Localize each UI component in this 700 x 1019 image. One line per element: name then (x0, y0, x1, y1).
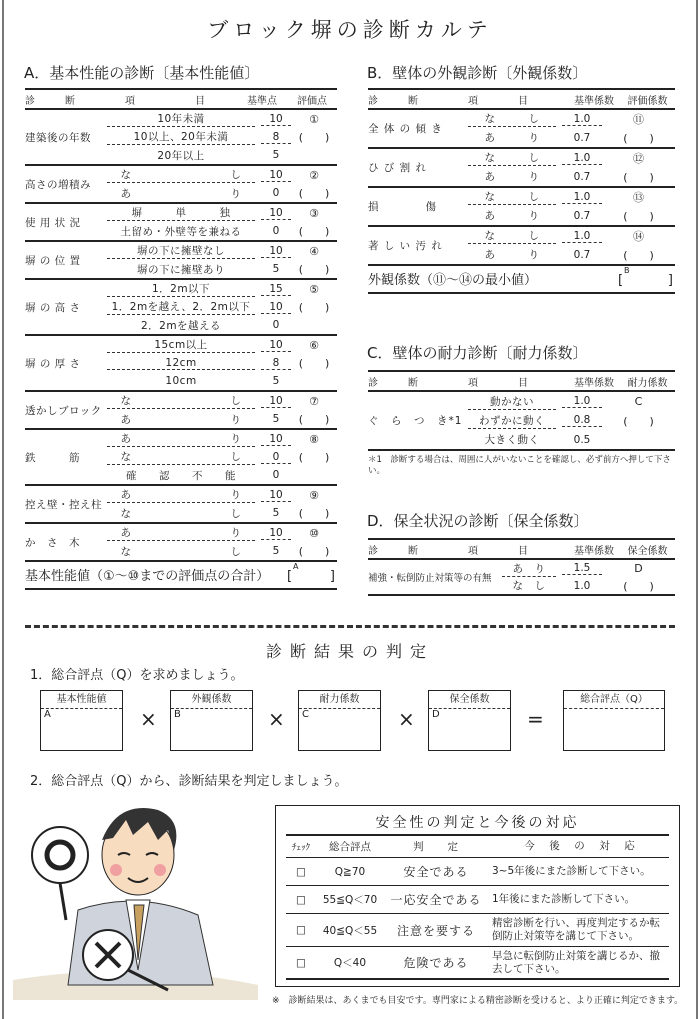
standard-score: 10 (261, 301, 291, 314)
standard-score: 10 (261, 169, 291, 182)
standard-score: 5 (272, 413, 280, 425)
standard-score: 10 (261, 245, 291, 258)
score-range: 40≦Q＜55 (322, 924, 378, 937)
evaluation-number: ⑬ (633, 191, 644, 205)
section-c-title: C．壁体の耐力診断〔耐力係数〕 (367, 344, 588, 362)
option-row (107, 298, 291, 316)
column-header: 目 (518, 377, 528, 389)
option-row (468, 207, 602, 226)
operator: = (527, 707, 544, 731)
standard-score: 10 (261, 527, 291, 540)
verdict: 危険である (403, 956, 469, 970)
standard-score: 5 (272, 545, 280, 557)
option-row (107, 242, 291, 260)
option-row (468, 246, 602, 265)
table-header (368, 88, 675, 110)
evaluation-input[interactable]: ( ) (623, 170, 654, 184)
option-text: 10cm (165, 375, 197, 387)
answer-field[interactable]: [ (618, 273, 624, 288)
option-row (107, 146, 291, 164)
column-header: 目 (518, 95, 528, 107)
evaluation-input[interactable]: ( ) (623, 131, 654, 145)
section-b-title: B．壁体の外観診断〔外観係数〕 (367, 64, 588, 82)
option-text: な し (107, 449, 255, 465)
column-header: 基準係数 (574, 95, 614, 107)
option-row (107, 430, 291, 448)
section-a-title: A．基本性能の診断〔基本性能値〕 (24, 64, 260, 82)
item-label: 控え壁・控え柱 (25, 498, 102, 511)
judgement-checkbox[interactable]: □ (296, 893, 306, 906)
option-text: 動かない (468, 394, 556, 410)
option-text: 土留め・外壁等を兼ねる (120, 225, 242, 238)
standard-score: 0.7 (573, 248, 591, 261)
judgement-checkbox[interactable]: □ (296, 865, 306, 878)
judgement-row (286, 947, 669, 980)
option-row (468, 392, 602, 411)
option-row (107, 372, 291, 390)
option-row (107, 184, 291, 202)
bracket-close: ] (329, 569, 335, 584)
evaluation-cell (291, 524, 337, 560)
box-key: A (44, 709, 51, 720)
option-row (107, 392, 291, 410)
column-header: 診 (368, 545, 378, 557)
option-text: あ り (484, 132, 540, 145)
score-range: Q＜40 (333, 957, 367, 969)
standard-score: 5 (272, 263, 280, 275)
option-row (107, 110, 291, 128)
option-text: な し (468, 111, 556, 127)
operator: × (268, 707, 285, 731)
column-header: 基準係数 (574, 377, 614, 389)
result-title: 診断結果の判定 (265, 642, 434, 661)
standard-score: 0 (272, 469, 280, 481)
option-text: な し (468, 228, 556, 244)
standard-score: 10 (261, 207, 291, 220)
option-text: 10以上、20年未満 (107, 129, 255, 145)
item-label: か さ 木 (25, 536, 80, 549)
column-header: 評価係数 (627, 95, 668, 107)
standard-score: 1.0 (562, 230, 602, 243)
option-row (468, 411, 602, 430)
evaluation-number: ① (309, 112, 319, 126)
evaluation-input[interactable]: ( ) (623, 414, 654, 428)
verdict: 注意を要する (396, 923, 475, 938)
divider (25, 625, 675, 628)
standard-score: 8 (261, 357, 291, 370)
evaluation-cell (291, 392, 337, 428)
section-c-table (368, 370, 675, 477)
item-label: 建築後の年数 (25, 131, 91, 144)
header-score: 総合評点 (329, 841, 371, 853)
diagnosis-group (368, 149, 675, 188)
evaluation-input[interactable]: ( ) (623, 248, 654, 262)
evaluation-cell (602, 227, 675, 264)
evaluation-number: D (634, 562, 643, 575)
header-check: ﾁｪｯｸ (291, 843, 310, 853)
option-text: 1．2mを越え、2．2m以下 (107, 299, 255, 315)
diagnosis-group (25, 242, 337, 280)
option-row (107, 260, 291, 278)
diagnosis-group (25, 430, 337, 486)
judgement-table (275, 805, 680, 987)
option-row (468, 129, 602, 148)
evaluation-input[interactable]: ( ) (298, 413, 330, 426)
box-label: 保全係数 (429, 691, 510, 709)
answer-field[interactable]: [ (287, 569, 293, 584)
item-label: 全 体 の 傾 き (368, 123, 443, 135)
evaluation-number: ③ (309, 206, 319, 220)
item-label: ひ び 割 れ (368, 162, 428, 174)
table-header (368, 538, 675, 560)
column-header: 項 (468, 377, 478, 389)
option-row (107, 354, 291, 372)
item-label: 補強・転倒防止対策等の有無 (368, 573, 492, 584)
standard-score: 0.7 (573, 209, 591, 222)
evaluation-cell (602, 110, 675, 147)
diagnosis-group (25, 204, 337, 242)
option-text: あ り (107, 525, 255, 541)
column-header: 目 (518, 545, 528, 557)
option-text: 10年未満 (107, 111, 255, 127)
evaluation-number: ⑦ (309, 394, 319, 408)
judgement-header (286, 834, 669, 858)
box-label: 耐力係数 (299, 691, 380, 709)
standard-score: 0.5 (573, 433, 591, 446)
evaluation-cell (291, 430, 337, 484)
standard-score: 1.5 (562, 562, 602, 575)
result-box[interactable] (170, 690, 253, 751)
option-text: あ り (502, 561, 556, 577)
evaluation-cell (602, 392, 675, 449)
option-row (107, 204, 291, 222)
section-summary (25, 562, 337, 590)
operator: × (398, 707, 415, 731)
standard-score: 0 (261, 451, 291, 464)
item-label: 損 傷 (368, 201, 437, 213)
standard-score: 10 (261, 339, 291, 352)
standard-score: 8 (261, 131, 291, 144)
verdict: 安全である (403, 865, 469, 879)
diagnosis-group (25, 110, 337, 166)
column-header: 保全係数 (627, 545, 668, 557)
evaluation-cell (291, 166, 337, 202)
evaluation-cell (291, 110, 337, 164)
diagnosis-group (368, 560, 675, 596)
evaluation-number: ⑩ (309, 526, 319, 540)
option-text: 塀 単 独 (107, 205, 255, 221)
circle-sign-icon (32, 827, 88, 883)
score-range: 55≦Q＜70 (322, 894, 378, 906)
section-a-table (25, 88, 337, 590)
section-summary (368, 266, 675, 294)
evaluation-cell (291, 486, 337, 522)
option-text: 15cm以上 (107, 337, 255, 353)
judgement-row (286, 914, 669, 947)
standard-score: 5 (272, 149, 280, 161)
operator: × (140, 707, 157, 731)
item-label: 塀 の 厚 さ (25, 357, 81, 370)
option-row (107, 524, 291, 542)
evaluation-number: ⑨ (309, 488, 319, 502)
judgement-row (286, 858, 669, 886)
page-border-left (2, 0, 4, 1019)
column-header: 断 (65, 95, 75, 107)
evaluation-cell (291, 336, 337, 390)
standard-score: 10 (261, 433, 291, 446)
diagnosis-group (25, 524, 337, 562)
option-row (107, 316, 291, 334)
item-label: 塀 の 高 さ (25, 301, 81, 314)
option-text: あ り (484, 171, 540, 184)
box-key: C (302, 709, 309, 720)
option-text: あ り (107, 431, 255, 447)
page-title: ブロック塀の診断カルテ (207, 18, 493, 42)
option-row (468, 227, 602, 246)
evaluation-number: ⑭ (633, 230, 644, 244)
box-label: 外観係数 (171, 691, 252, 709)
diagnosis-group (368, 227, 675, 266)
option-row (107, 166, 291, 184)
option-row (502, 577, 602, 594)
evaluation-input[interactable]: ( ) (298, 187, 330, 200)
column-header: 項 (468, 95, 478, 107)
judgement-title: 安全性の判定と今後の対応 (375, 815, 580, 831)
option-row (107, 448, 291, 466)
diagnosis-group (368, 188, 675, 227)
result-box[interactable] (40, 690, 123, 751)
evaluation-input[interactable]: ( ) (298, 301, 330, 314)
disclaimer-note: ※ 診断結果は、あくまでも目安です。専門家による精密診断を受けると、より正確に判定できます。 (272, 996, 684, 1006)
option-row (107, 504, 291, 522)
column-header: 診 (368, 95, 378, 107)
judgement-checkbox[interactable]: □ (296, 956, 306, 969)
evaluation-number: ⑪ (633, 113, 644, 127)
standard-score: 0.8 (562, 414, 602, 427)
column-header: 断 (408, 377, 418, 389)
option-row (468, 430, 602, 449)
judgement-checkbox[interactable]: □ (296, 924, 306, 936)
page-border-right (696, 0, 698, 1019)
action: 精密診断を行い、再度判定するか転倒防止対策等を講じて下さい。 (492, 917, 660, 942)
evaluation-input[interactable]: ( ) (298, 263, 330, 276)
diagnosis-group (25, 336, 337, 392)
standard-score: 1.0 (573, 579, 591, 592)
column-header: 耐力係数 (627, 377, 668, 389)
header-verdict: 判 定 (413, 841, 459, 853)
option-text: な し (107, 167, 255, 183)
judgement-row (286, 886, 669, 914)
column-header: 項 (468, 545, 478, 557)
option-text: な し (120, 507, 242, 520)
option-row (107, 222, 291, 240)
summary-label: 外観係数（⑪～⑭の最小値） (368, 273, 538, 288)
evaluation-input[interactable]: ( ) (298, 451, 330, 464)
option-row (107, 410, 291, 428)
option-text: 大きく動く (484, 434, 540, 446)
option-row (468, 188, 602, 207)
item-label: ぐ ら つ き*1 (368, 415, 463, 427)
diagnosis-group (25, 392, 337, 430)
box-key: D (432, 709, 440, 720)
column-header: 基準係数 (574, 545, 614, 557)
evaluation-input[interactable]: ( ) (298, 507, 330, 520)
option-text: な し (120, 545, 242, 558)
standard-score: 5 (272, 375, 280, 387)
standard-score: 0 (272, 187, 280, 199)
standard-score: 15 (261, 283, 291, 296)
diagnosis-group (25, 280, 337, 336)
standard-score: 1.0 (562, 113, 602, 126)
evaluation-number: C (634, 395, 643, 408)
diagnosis-group (368, 392, 675, 451)
option-text: 確 認 不 能 (126, 469, 236, 482)
doctor-illustration (8, 800, 268, 1000)
option-text: あ り (484, 210, 540, 223)
box-label: 基本性能値 (41, 691, 122, 709)
evaluation-cell (602, 188, 675, 225)
item-label: 高さの増積み (25, 178, 91, 191)
evaluation-number: ④ (309, 244, 319, 258)
column-header: 断 (408, 545, 418, 557)
column-header: 目 (195, 95, 205, 107)
result-box[interactable] (298, 690, 381, 751)
option-text: 1．2m以下 (107, 281, 255, 297)
evaluation-cell (602, 560, 675, 594)
table-header (368, 370, 675, 392)
step-1: 1．総合評点（Q）を求めましょう。 (30, 668, 244, 683)
evaluation-number: ⑫ (633, 152, 644, 166)
standard-score: 0.7 (573, 170, 591, 183)
option-text: 2．2mを越える (140, 319, 222, 332)
standard-score: 1.0 (562, 152, 602, 165)
column-header: 項 (125, 95, 135, 107)
result-box[interactable] (563, 690, 665, 751)
option-row (502, 560, 602, 577)
option-row (107, 280, 291, 298)
option-text: 塀の下に擁壁なし (107, 243, 255, 259)
evaluation-input[interactable]: ( ) (298, 131, 330, 144)
standard-score: 1.0 (562, 395, 602, 408)
column-header: 基準点 (247, 95, 277, 107)
evaluation-number: ⑥ (309, 338, 319, 352)
option-row (468, 110, 602, 129)
evaluation-cell (291, 280, 337, 334)
standard-score: 1.0 (562, 191, 602, 204)
action: 1年後にまた診断して下さい。 (492, 893, 636, 905)
option-text: あ り (484, 249, 540, 262)
bracket-close: ] (667, 273, 673, 288)
box-label: 総合評点（Q） (564, 691, 664, 709)
option-row (468, 149, 602, 168)
column-header: 診 (368, 377, 378, 389)
option-text: わずかに動く (468, 413, 556, 429)
option-text: あ り (120, 187, 242, 200)
table-header (25, 88, 337, 110)
evaluation-cell (291, 204, 337, 240)
item-label: 塀 の 位 置 (25, 254, 81, 267)
evaluation-input[interactable]: ( ) (298, 545, 330, 558)
option-text: 20年以上 (157, 149, 205, 162)
header-action: 今 後 の 対 応 (524, 840, 637, 852)
option-text: な し (468, 150, 556, 166)
standard-score: 5 (272, 507, 280, 519)
standard-score: 0 (272, 225, 280, 237)
evaluation-input[interactable]: ( ) (623, 579, 654, 593)
summary-label: 基本性能値（①～⑩までの評価点の合計） (25, 569, 270, 584)
evaluation-cell (602, 149, 675, 186)
evaluation-input[interactable]: ( ) (623, 209, 654, 223)
option-text: 12cm (107, 357, 255, 370)
section-d-table (368, 538, 675, 596)
option-row (107, 336, 291, 354)
option-text: あ り (120, 413, 242, 426)
option-text: あ り (107, 487, 255, 503)
evaluation-cell (291, 242, 337, 278)
standard-score: 10 (261, 489, 291, 502)
option-text: な し (107, 393, 255, 409)
summary-key: B (624, 266, 630, 275)
section-d-title: D．保全状況の診断〔保全係数〕 (367, 512, 589, 530)
diagnosis-group (25, 166, 337, 204)
summary-key: A (293, 562, 299, 571)
standard-score: 10 (261, 395, 291, 408)
diagnosis-group (25, 486, 337, 524)
step-2: 2．総合評点（Q）から、診断結果を判定しましょう。 (30, 774, 348, 789)
column-header: 断 (408, 95, 418, 107)
evaluation-number: ⑧ (309, 432, 319, 446)
column-header: 診 (25, 95, 35, 107)
option-row (107, 486, 291, 504)
action: 早急に転倒防止対策を講じるか、撤去して下さい。 (492, 949, 660, 975)
evaluation-number: ⑤ (309, 282, 319, 296)
option-text: な し (468, 189, 556, 205)
option-row (107, 542, 291, 560)
footnote: ＊1 診断する場合は、周囲に人がいないことを確認し、必ず前方へ押して下さい。 (368, 455, 671, 476)
evaluation-number: ② (309, 168, 319, 182)
standard-score: 10 (261, 113, 291, 126)
option-row (107, 466, 291, 484)
box-key: B (174, 709, 181, 720)
item-label: 著 し い 汚 れ (368, 240, 443, 252)
column-header: 評価点 (297, 95, 327, 107)
standard-score: 0.7 (573, 131, 591, 144)
option-row (107, 128, 291, 146)
evaluation-input[interactable]: ( ) (298, 357, 330, 370)
verdict: 一応安全である (390, 893, 482, 907)
evaluation-input[interactable]: ( ) (298, 225, 330, 238)
result-box[interactable] (428, 690, 511, 751)
standard-score: 0 (272, 319, 280, 331)
option-text: 塀の下に擁壁あり (137, 263, 225, 276)
section-b-table (368, 88, 675, 294)
item-label: 使 用 状 況 (25, 216, 81, 229)
diagnosis-group (368, 110, 675, 149)
item-label: 透かしブロック (25, 404, 102, 417)
score-range: Q≧70 (334, 865, 366, 878)
option-text: な し (512, 580, 546, 592)
action: 3~5年後にまた診断して下さい。 (492, 865, 651, 877)
option-row (468, 168, 602, 187)
item-label: 鉄 筋 (25, 451, 80, 464)
